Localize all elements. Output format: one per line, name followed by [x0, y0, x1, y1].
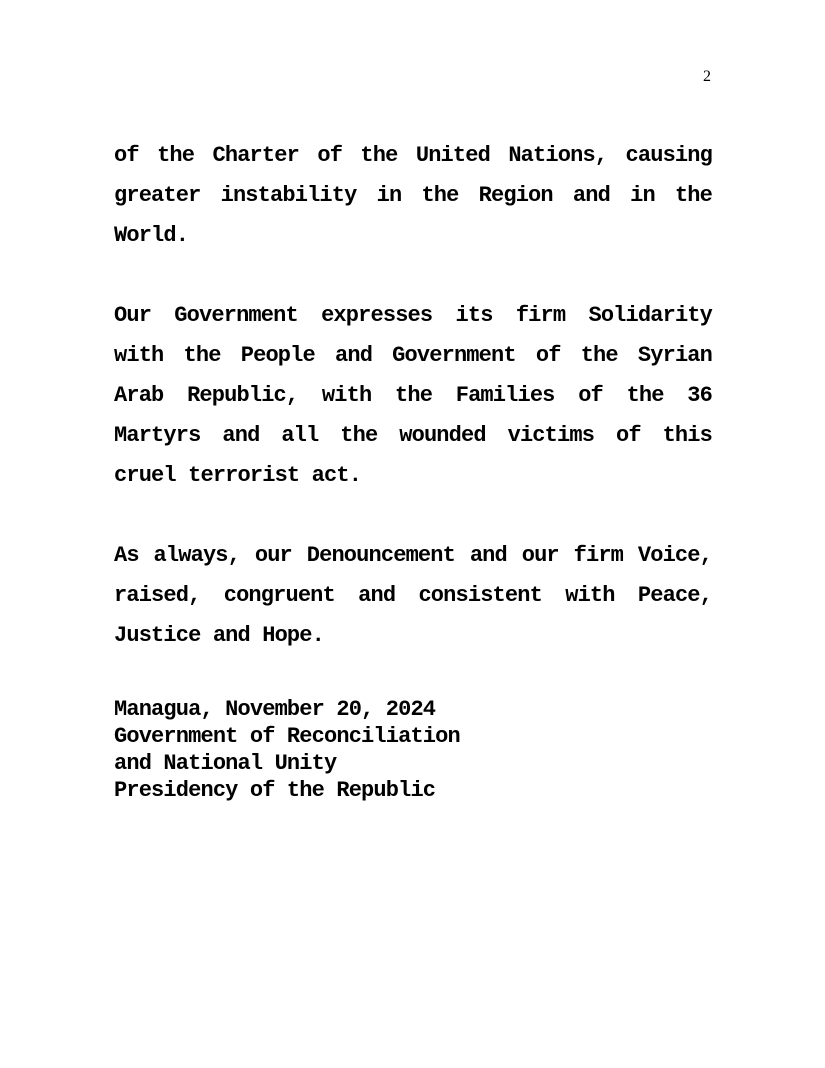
place-date: Managua, November 20, 2024 — [114, 697, 436, 722]
signature-block — [114, 696, 712, 804]
paragraph-denouncement: As always, our Denouncement and our firm Voice, raised, congruent and consistent with Peace, Justice and Hope. — [114, 543, 712, 648]
paragraph-charter: of the Charter of the United Nations, causing greater instability in the Region and in the World. — [114, 143, 712, 248]
page-number: 2 — [703, 68, 711, 85]
paragraph-solidarity: Our Government expresses its firm Solidarity with the People and Government of the Syrian Arab Republic, with the Families of the 36 Martyrs and all the wounded victims of this cruel terrorist act. — [114, 303, 712, 488]
signature-line-presidency: Presidency of the Republic — [114, 778, 436, 803]
signature-line-unity: and National Unity — [114, 751, 337, 776]
statement-body — [114, 136, 712, 804]
signature-line-government: Government of Reconciliation — [114, 724, 460, 749]
